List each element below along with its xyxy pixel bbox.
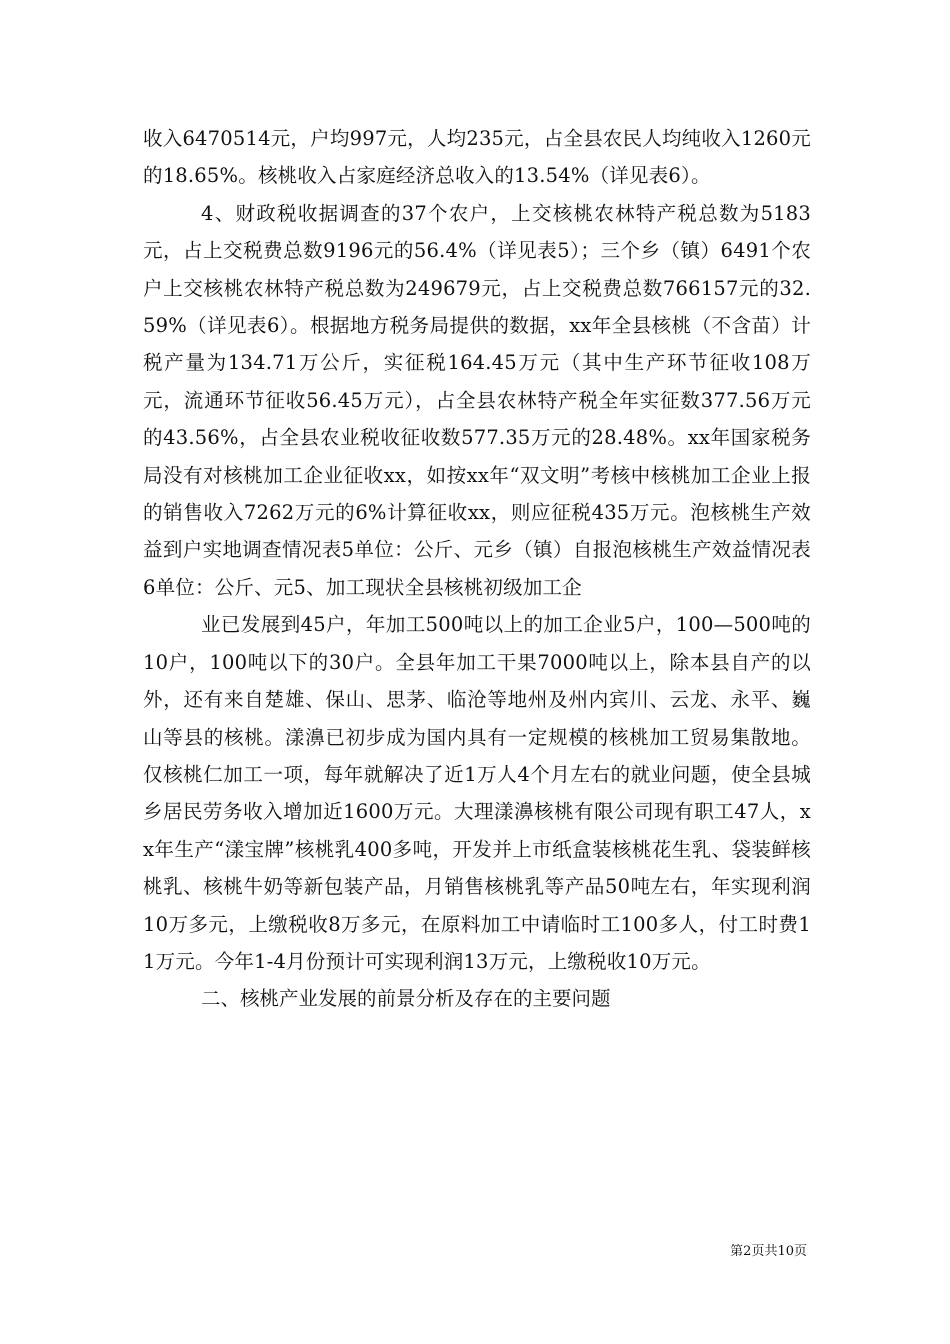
page-number-footer: 第2页共10页 bbox=[730, 1244, 807, 1259]
paragraph-income-summary: 收入6470514元，户均997元，人均235元，占全县农民人均纯收入1260元的18.65%。核桃收入占家庭经济总收入的13.54%（详见表6）。 bbox=[143, 127, 811, 188]
paragraph-processing-status: 业已发展到45户，年加工500吨以上的加工企业5户，100—500吨的10户，100吨以下的30户。全县年加工干果7000吨以上，除本县自产的以外，还有来自楚雄、保山、思茅、临沧等地州及州内宾川、云龙、永平、巍山等县的核桃。漾濞已初步成为国内具有一定规模的核桃加工贸易集散地。仅核桃仁加工一项，每年就解决了近1万人4个月左右的就业问题，使全县城乡居民劳务收入增加近1600万元。大理漾濞核桃有限公司现有职工47人，xx年生产“漾宝牌”核桃乳400多吨，开发并上市纸盒装核桃花生乳、袋装鲜核桃乳、核桃牛奶等新包装产品，月销售核桃乳等产品50吨左右，年实现利润10万多元，上缴税收8万多元，在原料加工中请临时工100多人，付工时费11万元。今年1-4月份预计可实现利润13万元，上缴税收10万元。 bbox=[143, 613, 811, 973]
paragraph-tax-data: 4、财政税收据调查的37个农户，上交核桃农林特产税总数为5183元，占上交税费总数9196元的56.4%（详见表5）；三个乡（镇）6491个农户上交核桃农林特产税总数为249679元，占上交税费总数766157元的32.59%（详见表6）。根据地方税务局提供的数据，xx年全县核桃（不含苗）计税产量为134.71万公斤，实征税164.45万元（其中生产环节征收108万元，流通环节征收56.45万元），占全县农林特产税全年实征数377.56万元的43.56%，占全县农业税收征收数577.35万元的28.48%。xx年国家税务局没有对核桃加工企业征收xx，如按xx年“双文明”考核中核桃加工企业上报的销售收入7262万元的6%计算征收xx，则应征税435万元。泡核桃生产效益到户实地调查情况表5单位：公斤、元乡（镇）自报泡核桃生产效益情况表6单位：公斤、元5、加工现状全县核桃初级加工企 bbox=[143, 201, 811, 599]
section-heading: 二、核桃产业发展的前景分析及存在的主要问题 bbox=[201, 987, 611, 1011]
document-body bbox=[143, 120, 811, 1018]
